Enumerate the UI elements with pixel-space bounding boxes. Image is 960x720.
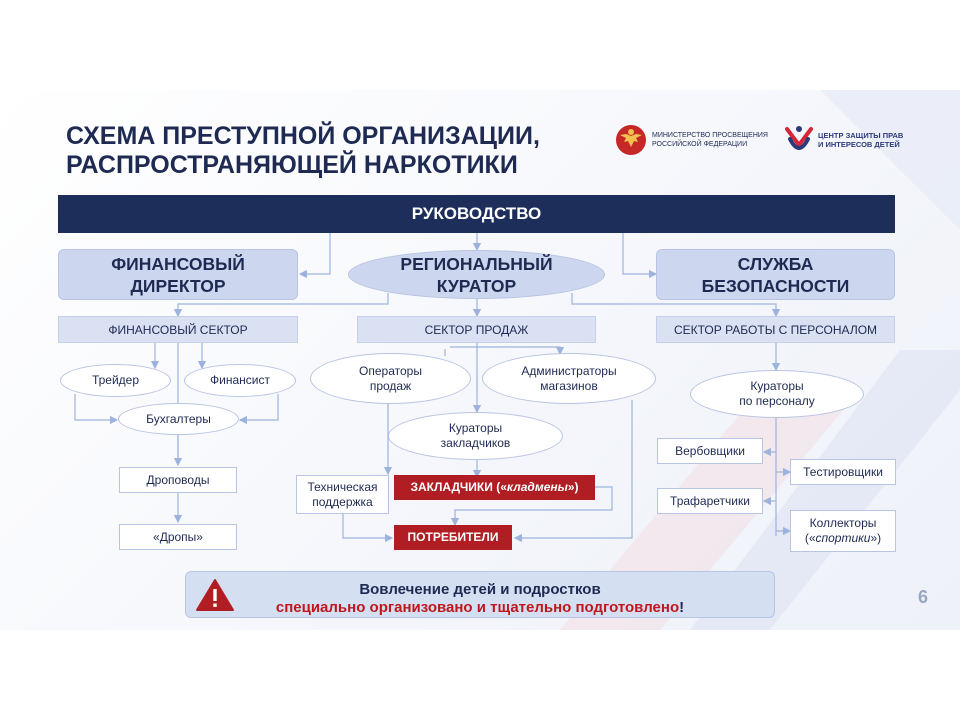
couriers-node: ЗАКЛАДЧИКИ (« кладмены ») [394,475,595,500]
testers-node: Тестировщики [790,459,896,485]
finance-sector: ФИНАНСОВЫЙ СЕКТОР [58,316,298,343]
slide [0,90,960,630]
recruiters-node: Вербовщики [657,438,763,464]
trader-node: Трейдер [60,364,171,397]
regional-curator-oval: РЕГИОНАЛЬНЫЙ КУРАТОР [348,250,605,299]
leadership-bar: РУКОВОДСТВО [58,195,895,233]
security-service-box: СЛУЖБА БЕЗОПАСНОСТИ [656,249,895,300]
consumers-node: ПОТРЕБИТЕЛИ [394,525,512,550]
callout-line-2: специально организовано и тщательно подготовлено! [275,599,685,616]
courier-curators-node: Кураторы закладчиков [388,412,563,460]
center-logo-text: ЦЕНТР ЗАЩИТЫ ПРАВ И ИНТЕРЕСОВ ДЕТЕЙ [818,131,904,149]
sales-sector: СЕКТОР ПРОДАЖ [357,316,596,343]
stencilers-node: Трафаретчики [657,488,763,514]
personnel-curators-node: Кураторы по персоналу [690,370,864,418]
callout-line-1: Вовлечение детей и подростков [359,581,601,598]
financier-node: Финансист [184,364,296,397]
accountants-node: Бухгалтеры [118,403,239,435]
droppers-node: Дроповоды [119,467,237,493]
slide-title: СХЕМА ПРЕСТУПНОЙ ОРГАНИЗАЦИИ, РАСПРОСТРАНЯЮЩЕЙ НАРКОТИКИ [66,122,540,179]
ministry-logo-text: МИНИСТЕРСТВО ПРОСВЕЩЕНИЯ РОССИЙСКОЙ ФЕДЕРАЦИИ [652,132,768,148]
finance-director-box: ФИНАНСОВЫЙ ДИРЕКТОР [58,249,298,300]
drops-node: «Дропы» [119,524,237,550]
shop-admins-node: Администраторы магазинов [482,353,656,404]
tech-support-node: Техническая поддержка [296,475,389,514]
personnel-sector: СЕКТОР РАБОТЫ С ПЕРСОНАЛОМ [656,316,895,343]
page-number: 6 [918,587,929,607]
sales-operators-node: Операторы продаж [310,353,471,404]
collectors-node: Коллекторы («спортики») [790,510,896,552]
